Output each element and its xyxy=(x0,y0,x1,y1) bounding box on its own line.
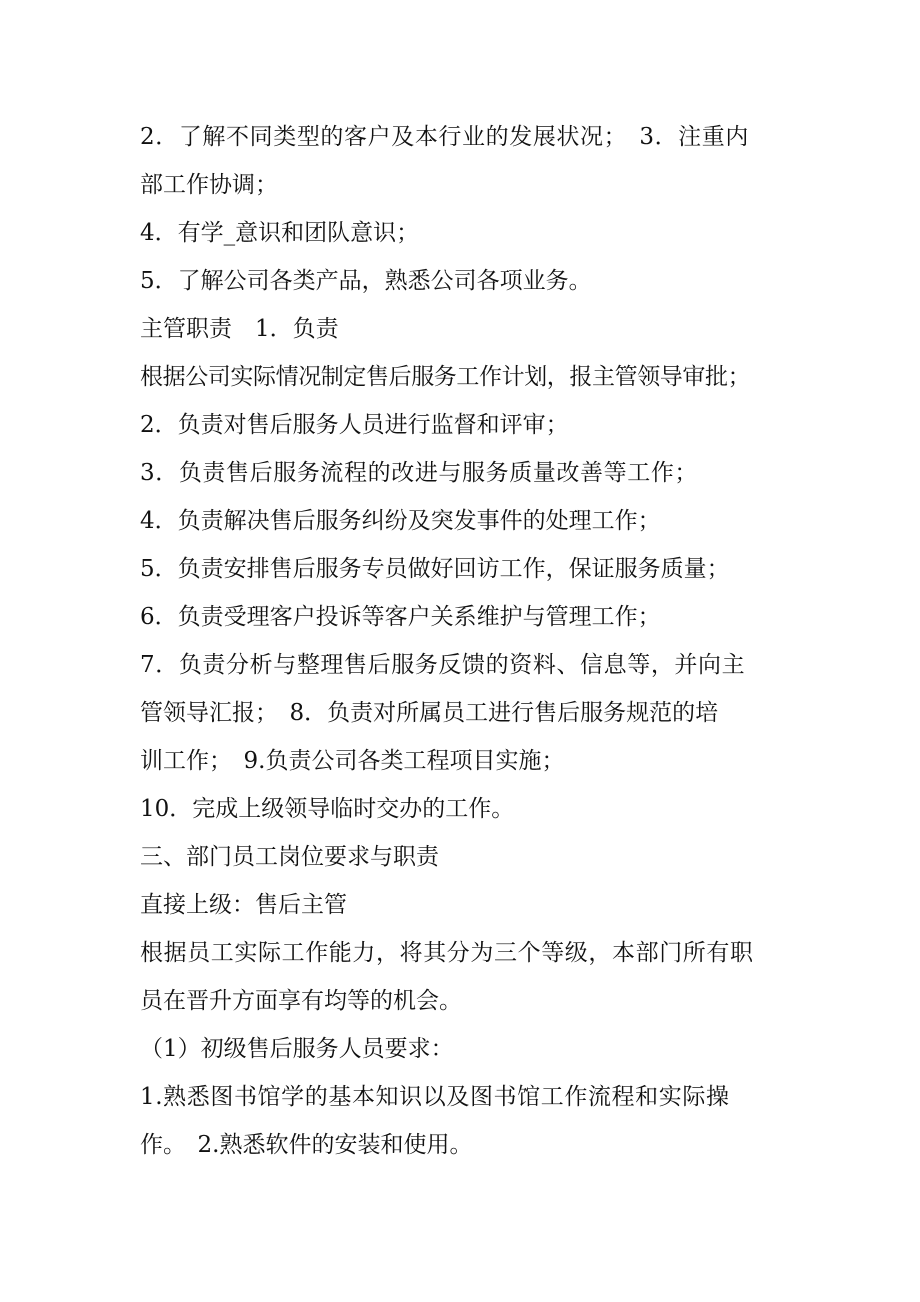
text-line-3: 4．有学_意识和团队意识； xyxy=(140,220,420,246)
text-line-4: 5．了解公司各类产品，熟悉公司各项业务。 xyxy=(140,268,592,294)
text-line-17: 直接上级：售后主管 xyxy=(140,892,347,918)
text-line-5: 主管职责 1．负责 xyxy=(140,316,339,342)
text-line-12: 7．负责分析与整理售后服务反馈的资料、信息等，并向主 xyxy=(140,652,746,678)
text-line-19: 员在晋升方面享有均等的机会。 xyxy=(140,988,462,1014)
text-line-1: 2．了解不同类型的客户及本行业的发展状况； 3．注重内 xyxy=(140,124,749,150)
text-line-20: （1）初级售后服务人员要求： xyxy=(140,1036,454,1062)
section-heading: 三、部门员工岗位要求与职责 xyxy=(140,844,439,870)
text-line-11: 6．负责受理客户投诉等客户关系维护与管理工作； xyxy=(140,604,661,630)
text-line-9: 4．负责解决售后服务纠纷及突发事件的处理工作； xyxy=(140,508,661,534)
text-line-8: 3．负责售后服务流程的改进与服务质量改善等工作； xyxy=(140,460,699,486)
text-line-15: 10．完成上级领导临时交办的工作。 xyxy=(140,796,515,822)
text-line-7: 2．负责对售后服务人员进行监督和评审； xyxy=(140,412,569,438)
text-line-13: 管领导汇报； 8．负责对所属员工进行售后服务规范的培 xyxy=(140,700,719,726)
text-line-18: 根据员工实际工作能力，将其分为三个等级，本部门所有职 xyxy=(140,940,754,966)
text-line-2: 部工作协调； xyxy=(140,172,278,198)
text-line-21: 1.熟悉图书馆学的基本知识以及图书馆工作流程和实际操 xyxy=(140,1084,730,1110)
text-line-10: 5．负责安排售后服务专员做好回访工作，保证服务质量； xyxy=(140,556,730,582)
text-line-22: 作。 2.熟悉软件的安装和使用。 xyxy=(140,1132,473,1158)
text-line-14: 训工作； 9.负责公司各类工程项目实施； xyxy=(140,748,565,774)
text-line-6: 根据公司实际情况制定售后服务工作计划，报主管领导审批； xyxy=(140,364,751,390)
